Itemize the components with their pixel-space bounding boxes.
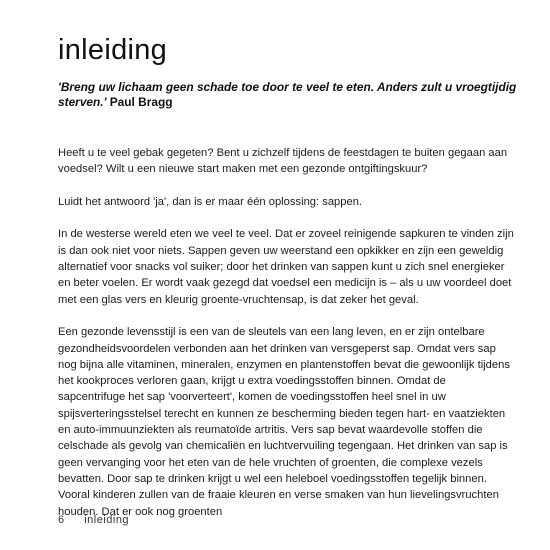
page-title: inleiding	[58, 34, 168, 66]
quote-author: Paul Bragg	[109, 95, 173, 109]
paragraph-2: Luidt het antwoord 'ja', dan is er maar één oplossing: sappen.	[58, 195, 363, 208]
paragraph-1: Heeft u te veel gebak gegeten? Bent u zichzelf tijdens de feestdagen te buiten gegaan aan voedsel? Wilt u een nieuwe start maken met een gezonde ontgiftingskuur?	[58, 147, 508, 176]
page-number: 6	[58, 514, 65, 526]
epigraph-quote	[58, 80, 528, 110]
paragraph-3: In de westerse wereld eten we veel te veel. Dat er zoveel reinigende sapkuren te vinden zijn is dan ook niet voor niets. Sappen geven uw weerstand een opkikker en zijn een geweldig alternatief voor snacks vol suiker; door het drinken van sappen kunt u zich snel energieker en beter voelen. Er wordt vaak gezegd dat voedsel een medicijn is – als u uw voordeel doet met een glas vers en kleurig groente-vruchtensap, is dat zeker het geval.	[58, 228, 514, 306]
paragraph-4: Een gezonde levensstijl is een van de sleutels van een lang leven, en er zijn ontelbare gezondheidsvoordelen verbonden aan het drinken van versgeperst sap. Omdat vers sap nog bijna alle vitaminen, mineralen, enzymen en plantenstoffen bevat die gewoonlijk tijdens het kookproces verloren gaan, krijgt u extra voedingsstoffen binnen. Omdat de sapcentrifuge het sap 'voorverteert', komen de voedingsstoffen heel snel in uw spijsverteringsstelsel terecht en kunnen ze bescherming bieden tegen hart- en vaatziekten en auto-immuunziekten als reumatoïde artritis. Vers sap bevat waardevolle stoffen die celschade als gevolg van chemicaliën en luchtvervuiling tegengaan. Het drinken van sap is geen vervanging voor het eten van de hele vruchten of groenten, die complexe vezels bevatten. Door sap te drinken krijgt u wel een heleboel voedingsstoffen tegelijk binnen. Vooral kinderen zullen van de fraaie kleuren en verse smaken van hun lievelingsvruchten houden. Dat er ook nog groenten	[58, 326, 510, 518]
running-footer-section: inleiding	[84, 514, 130, 526]
page-footer	[58, 514, 129, 526]
quote-text: 'Breng uw lichaam geen schade toe door te veel te eten. Anders zult u vroegtijdig sterven.'	[58, 80, 517, 109]
body-text	[58, 145, 516, 536]
